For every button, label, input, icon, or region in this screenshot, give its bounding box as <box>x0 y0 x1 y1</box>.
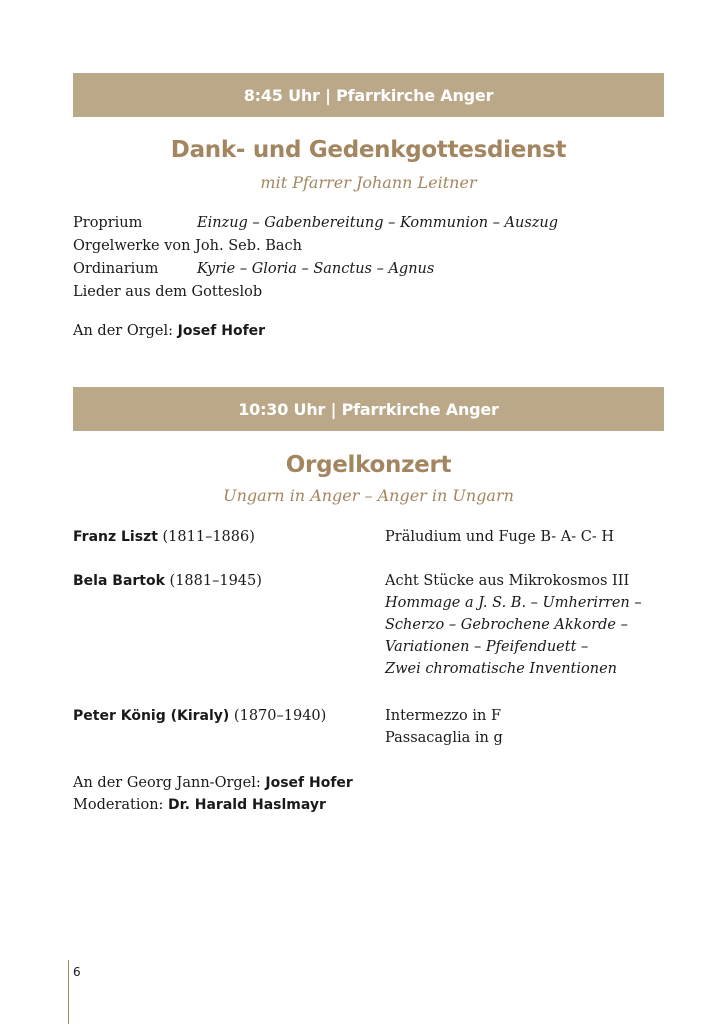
event2-moderation <box>73 794 353 816</box>
organist-label: An der Orgel: <box>73 323 178 339</box>
moderator-name: Dr. Harald Haslmayr <box>168 797 326 813</box>
event2-credits <box>73 772 353 816</box>
works-bartok <box>385 570 642 680</box>
work-detail: Variationen – Pfeifenduett – <box>385 639 589 655</box>
row-value: Einzug – Gabenbereitung – Kommunion – Auszug <box>197 215 559 231</box>
event2-header: 10:30 Uhr | Pfarrkirche Anger <box>238 399 499 419</box>
composer-koenig <box>73 705 326 727</box>
organist-name: Josef Hofer <box>265 775 353 791</box>
row-label: Proprium <box>73 215 143 231</box>
composer-liszt <box>73 526 255 548</box>
event1-subtitle: mit Pfarrer Johann Leitner <box>260 173 477 192</box>
event1-row <box>73 261 435 277</box>
works-koenig <box>385 705 503 749</box>
organist-name: Josef Hofer <box>177 323 266 339</box>
event1-row <box>73 238 302 254</box>
work-title: Intermezzo in F <box>385 708 501 724</box>
works-liszt <box>385 526 614 548</box>
work-detail: Scherzo – Gebrochene Akkorde – <box>385 617 628 633</box>
row-value: Kyrie – Gloria – Sanctus – Agnus <box>197 261 435 277</box>
composer-years: (1811–1886) <box>157 529 255 545</box>
event1-header: 8:45 Uhr | Pfarrkirche Anger <box>243 85 494 105</box>
event2-header-bar <box>73 387 664 431</box>
event2-title: Orgelkonzert <box>285 452 452 478</box>
organist-label: An der Georg Jann-Orgel: <box>73 775 266 791</box>
moderation-label: Moderation: <box>73 797 169 813</box>
work-title: Acht Stücke aus Mikrokosmos III <box>385 573 630 589</box>
page-number: 6 <box>73 965 81 979</box>
composer-name: Franz Liszt <box>73 529 158 545</box>
work-title: Passacaglia in g <box>385 730 503 746</box>
row-label: Lieder aus dem Gotteslob <box>73 284 263 300</box>
composer-name: Bela Bartok <box>73 573 165 589</box>
composer-bartok <box>73 570 262 592</box>
row-label: Ordinarium <box>73 261 159 277</box>
row-label: Orgelwerke von Joh. Seb. Bach <box>73 238 302 254</box>
event1-row <box>73 284 262 300</box>
composer-years: (1881–1945) <box>164 573 262 589</box>
event1-title: Dank- und Gedenkgottesdienst <box>170 137 567 163</box>
event1-organist <box>73 323 265 339</box>
event1-row <box>73 215 559 231</box>
page-margin-rule <box>68 960 69 1024</box>
composer-years: (1870–1940) <box>229 708 327 724</box>
event2-organist <box>73 772 353 794</box>
work-detail: Hommage a J. S. B. – Umherirren – <box>385 595 642 611</box>
event1-header-bar <box>73 73 664 117</box>
event2-subtitle: Ungarn in Anger – Anger in Ungarn <box>223 486 514 505</box>
composer-name: Peter König (Kiraly) <box>73 708 230 724</box>
work-detail: Zwei chromatische Inventionen <box>385 661 618 677</box>
work-title: Präludium und Fuge B- A- C- H <box>385 529 615 545</box>
